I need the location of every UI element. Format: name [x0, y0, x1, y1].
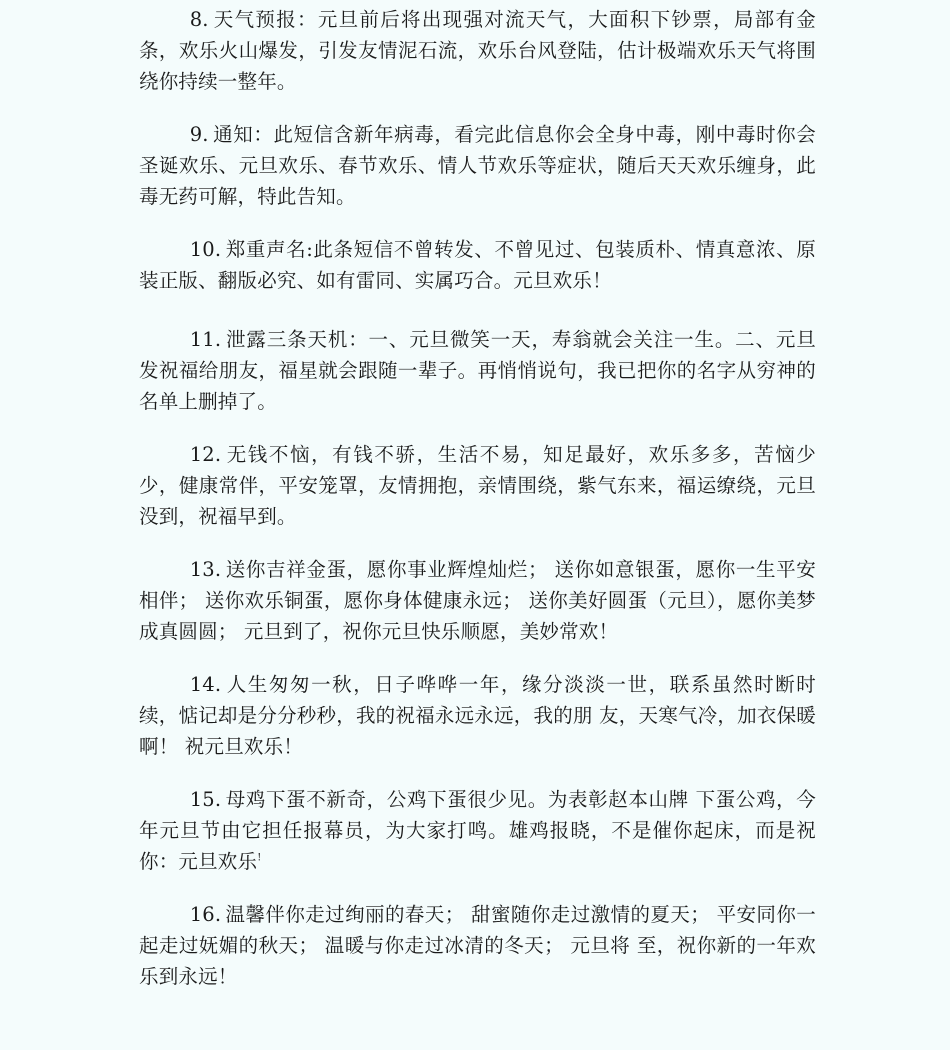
paragraph-text: 无钱不恼，有钱不骄，生活不易，知足最好，欢乐多多，苦恼少少，健康常伴，平安笼罩，友情拥抱，亲情围绕，紫气东来，福运缭绕，元旦没到，祝福早到。 [139, 443, 816, 528]
paragraph-number: 12. [189, 443, 222, 466]
superscript-mark: ! [257, 852, 262, 864]
paragraph-number: 11. [189, 328, 222, 351]
paragraph-text: 温馨伴你走过绚丽的春天； 甜蜜随你走过激情的夏天； 平安同你一起走过妩媚的秋天； 温暖与你走过冰清的冬天； 元旦将 至，祝你新的一年欢乐到永远！ [139, 903, 816, 988]
paragraph-number: 14. [189, 673, 222, 696]
paragraph-text: 人生匆匆一秋，日子哗哗一年，缘分淡淡一世，联系虽然时断时续，惦记却是分分秒秒，我的祝福永远永远，我的朋 友，天寒气冷，加衣保暖啊！ 祝元旦欢乐！ [139, 673, 816, 758]
paragraph-8 [139, 4, 816, 97]
paragraph-text: 送你吉祥金蛋，愿你事业辉煌灿烂； 送你如意银蛋，愿你一生平安相伴； 送你欢乐铜蛋，愿你身体健康永远； 送你美好圆蛋（元旦），愿你美梦成真圆圆； 元旦到了，祝你元旦快乐顺愿，美妙常欢！ [139, 558, 816, 643]
paragraph-number: 8. [189, 8, 209, 31]
paragraph-12 [139, 439, 816, 532]
paragraph-text: 母鸡下蛋不新奇，公鸡下蛋很少见。为表彰赵本山牌 下蛋公鸡，今年元旦节由它担任报幕员，为大家打鸣。雄鸡报晓，不是催你起床，而是祝你：元旦欢乐 [139, 788, 816, 873]
paragraph-11 [139, 324, 816, 417]
paragraph-10 [139, 234, 816, 296]
paragraph-number: 15. [189, 788, 222, 811]
paragraph-text: 通知：此短信含新年病毒，看完此信息你会全身中毒，刚中毒时你会圣诞欢乐、元旦欢乐、春节欢乐、情人节欢乐等症状，随后天天欢乐缠身，此毒无药可解，特此告知。 [139, 123, 816, 208]
paragraph-number: 9. [189, 123, 209, 146]
document-page [139, 4, 816, 992]
paragraph-16 [139, 899, 816, 992]
paragraph-text: 郑重声名:此条短信不曾转发、不曾见过、包装质朴、情真意浓、原装正版、翻版必究、如有雷同、实属巧合。元旦欢乐！ [139, 238, 816, 292]
paragraph-number: 16. [189, 903, 222, 926]
paragraph-14 [139, 669, 816, 762]
paragraph-9 [139, 119, 816, 212]
paragraph-text: 天气预报：元旦前后将出现强对流天气，大面积下钞票，局部有金条，欢乐火山爆发，引发友情泥石流，欢乐台风登陆，估计极端欢乐天气将围绕你持续一整年。 [139, 8, 816, 93]
paragraph-text: 泄露三条天机：一、元旦微笑一天，寿翁就会关注一生。二、元旦发祝福给朋友，福星就会跟随一辈子。再悄悄说句，我已把你的名字从穷神的名单上删掉了。 [139, 328, 816, 413]
paragraph-13 [139, 554, 816, 647]
paragraph-number: 10. [189, 238, 222, 261]
paragraph-number: 13. [189, 558, 222, 581]
paragraph-15 [139, 784, 816, 877]
